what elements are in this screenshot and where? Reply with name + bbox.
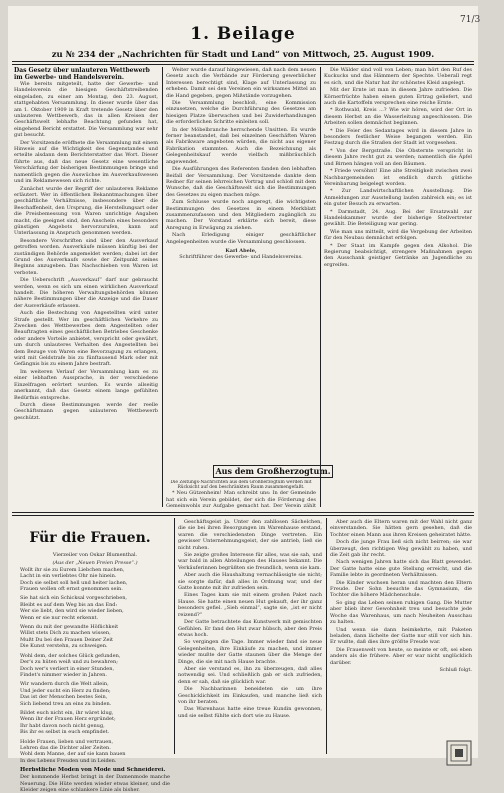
novel-paragraph: Geschäftsgeist ja. Unter den zahllosen Sächelchen, die sie bei ihren Besorgungen im Warenhause erstand, waren die verschiedensten Dinge vertreten. Ein gewisser Unternehmungsgeist, der sie antrieb, ließ sie nicht ruhen. [178,519,322,551]
poem-line: Findet's nimmer wieder in Jahren. [20,671,107,678]
poem-line: Lacht in ein verliebtes Ohr nie hinein. [20,573,117,580]
poem-line: In des Lebens Freuden und in Leiden. [20,757,117,764]
poem [20,552,170,793]
article-paragraph: Die Ueberschrift „Ausverkauf“ darf nur gebraucht werden, wenn es sich um einen wirklichen Ausverkauf handelt. Die höheren Verwaltungsbehörden können nähere Bestimmungen über die Anzeige und die Dauer der Ausverkäufe erlassen. [14,277,158,309]
novel-paragraph: Eines Tages kam sie mit einem großen Paket nach Hause. Sie hatte einen neuen Hut gekauft, der ihr ganz besonders gefiel. „Sieh einmal“, sagte sie, „ist er nicht reizend?“ [178,592,322,618]
poem-line: Doch sie selbst soll hell und heiter lachen, [20,579,128,586]
news-paragraph: Mit der Ernte ist man in diesem Jahre zufrieden. Die Körnerfrüchte haben einen guten Ertrag geliefert, und auch die Kartoffeln versprechen eine reiche Ernte. [324,87,472,107]
poem-line: Ihr habt davon noch nicht genug, [20,722,105,729]
article-paragraph: Im weiteren Verlauf der Versammlung kam es zu einer lebhaften Aussprache, in der verschiedene Einzelfragen erörtert wurden. Es wurde allseitig anerkannt, daß das Gesetz einem lange gefühlten Bedürfnis entspreche. [14,368,158,401]
news-paragraph: Wie man uns mitteilt, wird die Vergebung der Arbeiten für den Neubau demnächst erfolgen. [324,228,472,242]
novel-paragraph: Die Kinder wuchsen heran und machten den Eltern Freude. Der Sohn besuchte das Gymnasium, die Tochter die höhere Mädchenschule. [330,579,472,599]
supplement-title: 1. Beilage [190,24,296,44]
article-paragraph: Zum Schlusse wurde noch angeregt, die wichtigsten Bestimmungen des Gesetzes in einem Merkblatt zusammenzufassen und den Mitgliedern zugänglich zu machen. Der Vorstand erklärte sich bereit, diese Anregung in Erwägung zu ziehen. [166,199,316,231]
poem-line: (Aus der „Neuen Freien Presse“.) [52,560,138,567]
news-paragraph: * Darmstadt, 24. Aug. Bei der Ersatzwahl zur Handelskammer wurde der bisherige Stellvertreter gewählt. Die Beteiligung war gering. [324,208,472,228]
news-column-3 [324,67,472,507]
article-paragraph: Auch die Bestechung von Angestellten wird unter Strafe gestellt. Wer im geschäftlichen Verkehre zu Zwecken des Wettbewerbes dem Angestellten oder Beauftragten eines geschäftlichen Betriebes Geschenke oder andere Vorteile anbietet, verspricht oder gewährt, um durch unlauteres Verhalten des Angestellten bei dem Bezuge von Waren eine Bevorzugung zu erlangen, wird mit Geldstrafe bis zu fünftausend Mark oder mit Gefängnis bis zu einem Jahre bestraft. [14,310,158,368]
novel-paragraph: So vergingen die Tage. Immer wieder fand sie neue Gelegenheiten, ihre Einkäufe zu machen, und immer wieder mußte der Gatte staunen über die Menge der Dinge, die sie mit nach Hause brachte. [178,639,322,665]
poem-line: Das ist der Menschen bestes Sein, [20,694,108,701]
poem-line: Bis ihr es selbst in euch empfindet. [20,729,110,736]
novel-paragraph: Sie zeigte großes Interesse für alles, was sie sah, und war bald in allen Abteilungen des Hauses bekannt. Die Verkäuferinnen begrüßten sie freundlich, wenn sie kam. [178,552,322,571]
poem-line: Bildet euch nicht ein, ihr wäret klug, [20,709,114,716]
novel-paragraph: Doch die junge Frau ließ sich nicht beirren; sie war überzeugt, den richtigen Weg gewählt zu haben, und die Zeit gab ihr recht. [330,539,472,559]
poem-line: Die Kunst verstehn, zu schweigen. [20,643,108,650]
feuilleton-rule-top [12,512,474,513]
article-paragraph: Die Ausführungen des Referenten fanden den lebhaften Beifall der Versammlung. Der Vorsitzende dankte dem Redner für seinen lehrreichen Vortrag und schloß mit dem Wunsche, daß die Geschäftswelt sich die Bestimmungen des Gesetzes zu eigen machen möge. [166,166,316,198]
article-signature: Karl Abele, [225,247,257,254]
article-paragraph: Der Vorsitzende eröffnete die Versammlung mit einem Hinweis auf die Wichtigkeit des Gegenstandes und erteilte alsdann dem Berichterstatter das Wort. Dieser führte aus, daß das neue Gesetz eine wesentliche Verschärfung der bisherigen Bestimmungen bringe und namentlich gegen die Auswüchse im Ausverkaufswesen und im Reklamewesen sich richte. [14,139,158,185]
novel-paragraph: Die Nachbarinnen beneideten sie um ihre Geschicklichkeit im Einkaufen, und manche ließ sich von ihr beraten. [178,686,322,705]
supplement-subtitle: zu № 234 der „Nachrichten für Stadt und Land“ von Mittwoch, 25. August 1909. [51,50,435,60]
news-paragraph: Die Wälder sind voll von Leben; man hört den Ruf des Kuckucks und das Hämmern der Spechte. Ueberall regt es sich, und die Natur hat ihr schönstes Kleid angelegt. [324,67,472,86]
poem-line: Wir wandern durch die Welt allein, [20,681,109,688]
regional-news-lead: Die Zeitungs-Nachrichten aus dem Großherzogtum werden mit Rücksicht auf den beschränkten Raum zusammengefaßt. [170,480,312,491]
fashion-paragraph: Der kommende Herbst bringt in der Damenmode manche Neuerung. Die Hüte werden wieder etwas kleiner, und die Kleider zeigen eine schlankere Linie als bisher. [20,774,170,793]
poem-line: Sie hat sich ein Schicksal vorgeschrieben, [20,595,128,602]
novel-paragraph: Aber sie verstand es, ihn zu überzeugen, daß alles notwendig sei. Und schließlich gab er sich zufrieden, denn er sah, daß sie glücklich war. [178,665,322,685]
article-paragraph: Nach Erledigung einiger geschäftlicher Angelegenheiten wurde die Versammlung geschlossen. [166,232,316,245]
article-signature-role: Schriftführer des Gewerbe- und Handelsvereins. [179,254,303,261]
library-stamp-icon [446,740,472,766]
novel-paragraph: Aber auch die Eltern waren mit der Wahl nicht ganz einverstanden. Sie hätten gern gesehen, daß die Tochter einen Mann aus ihren Kreisen geheiratet hätte. [330,519,472,538]
poem-line: Bleibt es auf dem Weg bis an das End: [20,601,118,608]
news-paragraph: * Rothwald, Kreis ...? Wie wir hören, wird der Ort in diesem Herbst an die Wasserleitung angeschlossen. Die Arbeiten sollen demnächst beginnen. [324,107,472,127]
article-column-1 [14,67,158,507]
poem-line: Wenn ihr der Frauen Herz ergründet; [20,716,116,723]
header-rule-top [12,61,474,62]
novel-paragraph: Die Frauenwelt von heute, so meinte er oft, sei eben anders als die frühere. Aber er war nicht unglücklich darüber. [330,646,472,666]
poem-line: Und jeder sucht ein Herz zu finden; [20,687,111,694]
feuilleton-rule-bottom [12,515,474,516]
section-box-title: Aus dem Großherzogtum. [213,465,333,478]
novel-paragraph: Aber auch die Haushaltung vernachlässigte sie nicht; sie sorgte dafür, daß alles in Ordnung war, und der Gatte konnte mit ihr zufrieden sein. [178,572,322,592]
article-paragraph: Durch diese Bestimmungen werde der reelle Geschäftsmann gegen unlauteren Wettbewerb geschützt. [14,401,158,421]
header-rule-bottom [12,64,474,65]
column-divider [174,518,175,754]
poem-line: Wohl dem, der solches Glück gefunden, [20,652,121,659]
poem-line: Wollt ihr sie zu Eurem Liebchen machen, [20,566,125,573]
novel-paragraph: Und wenn sie dann heimkehrte, mit Paketen beladen, dann lächelte der Gatte nur still vor sich hin. Er wußte, daß dies ihre größte Freude war. [330,626,472,646]
novel-end: Schluß folgt. [439,666,472,673]
regional-news-paragraph: * Neu Gützenheim! Man schreibt uns: In der Gemeinde hat sich ein Verein gebildet, der sich die Förderung des Gemeinwohls zur Aufgabe gemacht hat. Der Verein zählt [166,490,316,508]
novel-paragraph: So ging das Leben seinen ruhigen Gang. Die Mutter aber blieb ihrer Gewohnheit treu und besuchte jede Woche das Warenhaus, um nach Neuheiten Ausschau zu halten. [330,599,472,626]
article-paragraph: Besondere Vorschriften sind über den Ausverkauf getroffen worden. Ausverkäufe müssen künftig bei der zuständigen Behörde angemeldet werden; dabei ist der Grund des Ausverkaufs sowie der Zeitpunkt seines Beginns anzugeben. Das Nachschieben von Waren ist verboten. [14,237,158,276]
poem-line: Doch wer's verliert in einer Stunden, [20,665,115,672]
novel-column [178,519,322,754]
poem-title: Vierzeiler von Oskar Blumenthal. [52,552,138,558]
article-column-2 [166,67,316,459]
novel-paragraph: Nach wenigen Jahren hatte sich das Blatt gewendet. Der Gatte hatte eine gute Stellung erreicht, und die Familie lebte in geordneten Verhältnissen. [330,559,472,579]
newspaper-page [8,6,481,793]
article-paragraph: Weiter wurde darauf hingewiesen, daß nach dem neuen Gesetz auch die Verbände zur Förderung gewerblicher Interessen berechtigt sind, Klage auf Unterlassung zu erheben. Damit sei den Vereinen ein wirksames Mittel an die Hand gegeben, gegen Mißstände vorzugehen. [166,67,316,99]
poem-line: Wer sie liebt, den wird sie wieder lieben, [20,608,124,615]
news-paragraph: * Friede versöhnt! Eine alte Streitigkeit zwischen zwei Nachbargemeinden ist endlich durch gütliche Vereinbarung beigelegt worden. [324,168,472,187]
feuilleton-section-title: Für die Frauen. [29,530,151,546]
poem-line: Frauen wollen oft ernst genommen sein. [20,586,123,593]
news-paragraph: * Der Staat im Kampfe gegen den Alkohol. Die Regierung beabsichtigt, strengere Maßnahmen gegen den Ausschank geistiger Getränke an Jugendliche zu ergreifen. [324,242,472,268]
poem-line: Mußt Du bei den Frauen Deiner Zeit [20,636,114,643]
news-paragraph: * Die Feier des Sedantages wird in diesem Jahre in besonders festlicher Weise begangen werden. Ein Festzug durch die Straßen der Stadt ist vorgesehen. [324,127,472,147]
poem-line: Wenn er sie nur recht erkennt. [20,614,99,621]
novel-paragraph: Der Gatte betrachtete das Kunstwerk mit gemischten Gefühlen. Er fand den Hut zwar hübsch, aber den Preis etwas hoch. [178,619,322,638]
novel-column-right [330,519,472,754]
poem-line: Wohl dem Manne, der auf sie kann bauen [20,751,126,758]
news-paragraph: * Zur Landwirtschaftlichen Ausstellung. Die Anmeldungen zur Ausstellung laufen zahlreich ein; es ist ein guter Besuch zu erwarten. [324,188,472,208]
page-number: 71/3 [460,15,481,25]
news-paragraph: * Von der Bergstraße. Die Obsternte verspricht in diesem Jahre recht gut zu werden; namentlich die Äpfel und Birnen hängen voll an den Bäumen. [324,147,472,167]
novel-paragraph: Das Warenhaus hatte eine treue Kundin gewonnen, und sie selbst fühlte sich dort wie zu Hause. [178,706,322,719]
poem-line: Wenn du mit der gewandte Höflichkeit [20,624,119,631]
column-divider [320,67,321,507]
article-headline: Das Gesetz über unlauteren Wettbewerb im Gewerbe- und Handelsverein. [14,67,150,81]
poem-line: Holde Frauen, lieben und vertrauen, [20,738,114,745]
article-paragraph: Wie bereits mitgeteilt, hatte der Gewerbe- und Handelsverein die hiesigen Geschäftstreibenden eingeladen, zu einer am Montag, den 23. August, stattgehabten Versammlung. In dieser wurde über das am 1. Oktober 1909 in Kraft tretende Gesetz über den unlauteren Wettbewerb, das in allen Kreisen der Geschäftswelt lebhafte Beachtung gefunden hat, eingehend Bericht erstattet. Die Versammlung war sehr gut besucht. [14,81,158,139]
poem-line: Willst stets Dich zu machen wissen, [20,630,111,637]
article-paragraph: Zunächst wurde der Begriff der unlauteren Reklame erläutert. Wer in öffentlichen Bekanntmachungen über geschäftliche Verhältnisse, insbesondere über die Beschaffenheit, den Ursprung, die Herstellungsart oder die Preisbemessung von Waren unrichtige Angaben macht, die geeignet sind, den Anschein eines besonders günstigen Angebots hervorzurufen, kann auf Unterlassung in Anspruch genommen werden. [14,185,158,237]
column-divider [162,67,163,507]
poem-line: Der's zu hüten weiß und zu bewahren; [20,659,118,666]
poem-line: Sich liebend treu an eins zu binden. [20,700,112,707]
article-paragraph: Die Versammlung beschloß, eine Kommission einzusetzen, welche die Durchführung des Gesetzes am hiesigen Platze überwachen und bei Zuwiderhandlungen die erforderlichen Schritte einleiten soll. [166,100,316,126]
poem-line: Lehren das die Dichter aller Zeiten. [20,744,111,751]
regional-news [166,480,316,508]
article-paragraph: In der Möbelbranche herrschende Unsitten. Es wurde ferner beanstandet, daß bei einzelnen Geschäften Waren als Fabrikware angeboten würden, die nicht aus eigener Fabrikation stammten. Auch die Bezeichnung als Gelegenheitskauf werde vielfach mißbräuchlich angewendet. [166,126,316,165]
fashion-headline: Herbstliche Moden von Mode und Schneiderei. [20,767,166,774]
column-divider [326,518,327,754]
